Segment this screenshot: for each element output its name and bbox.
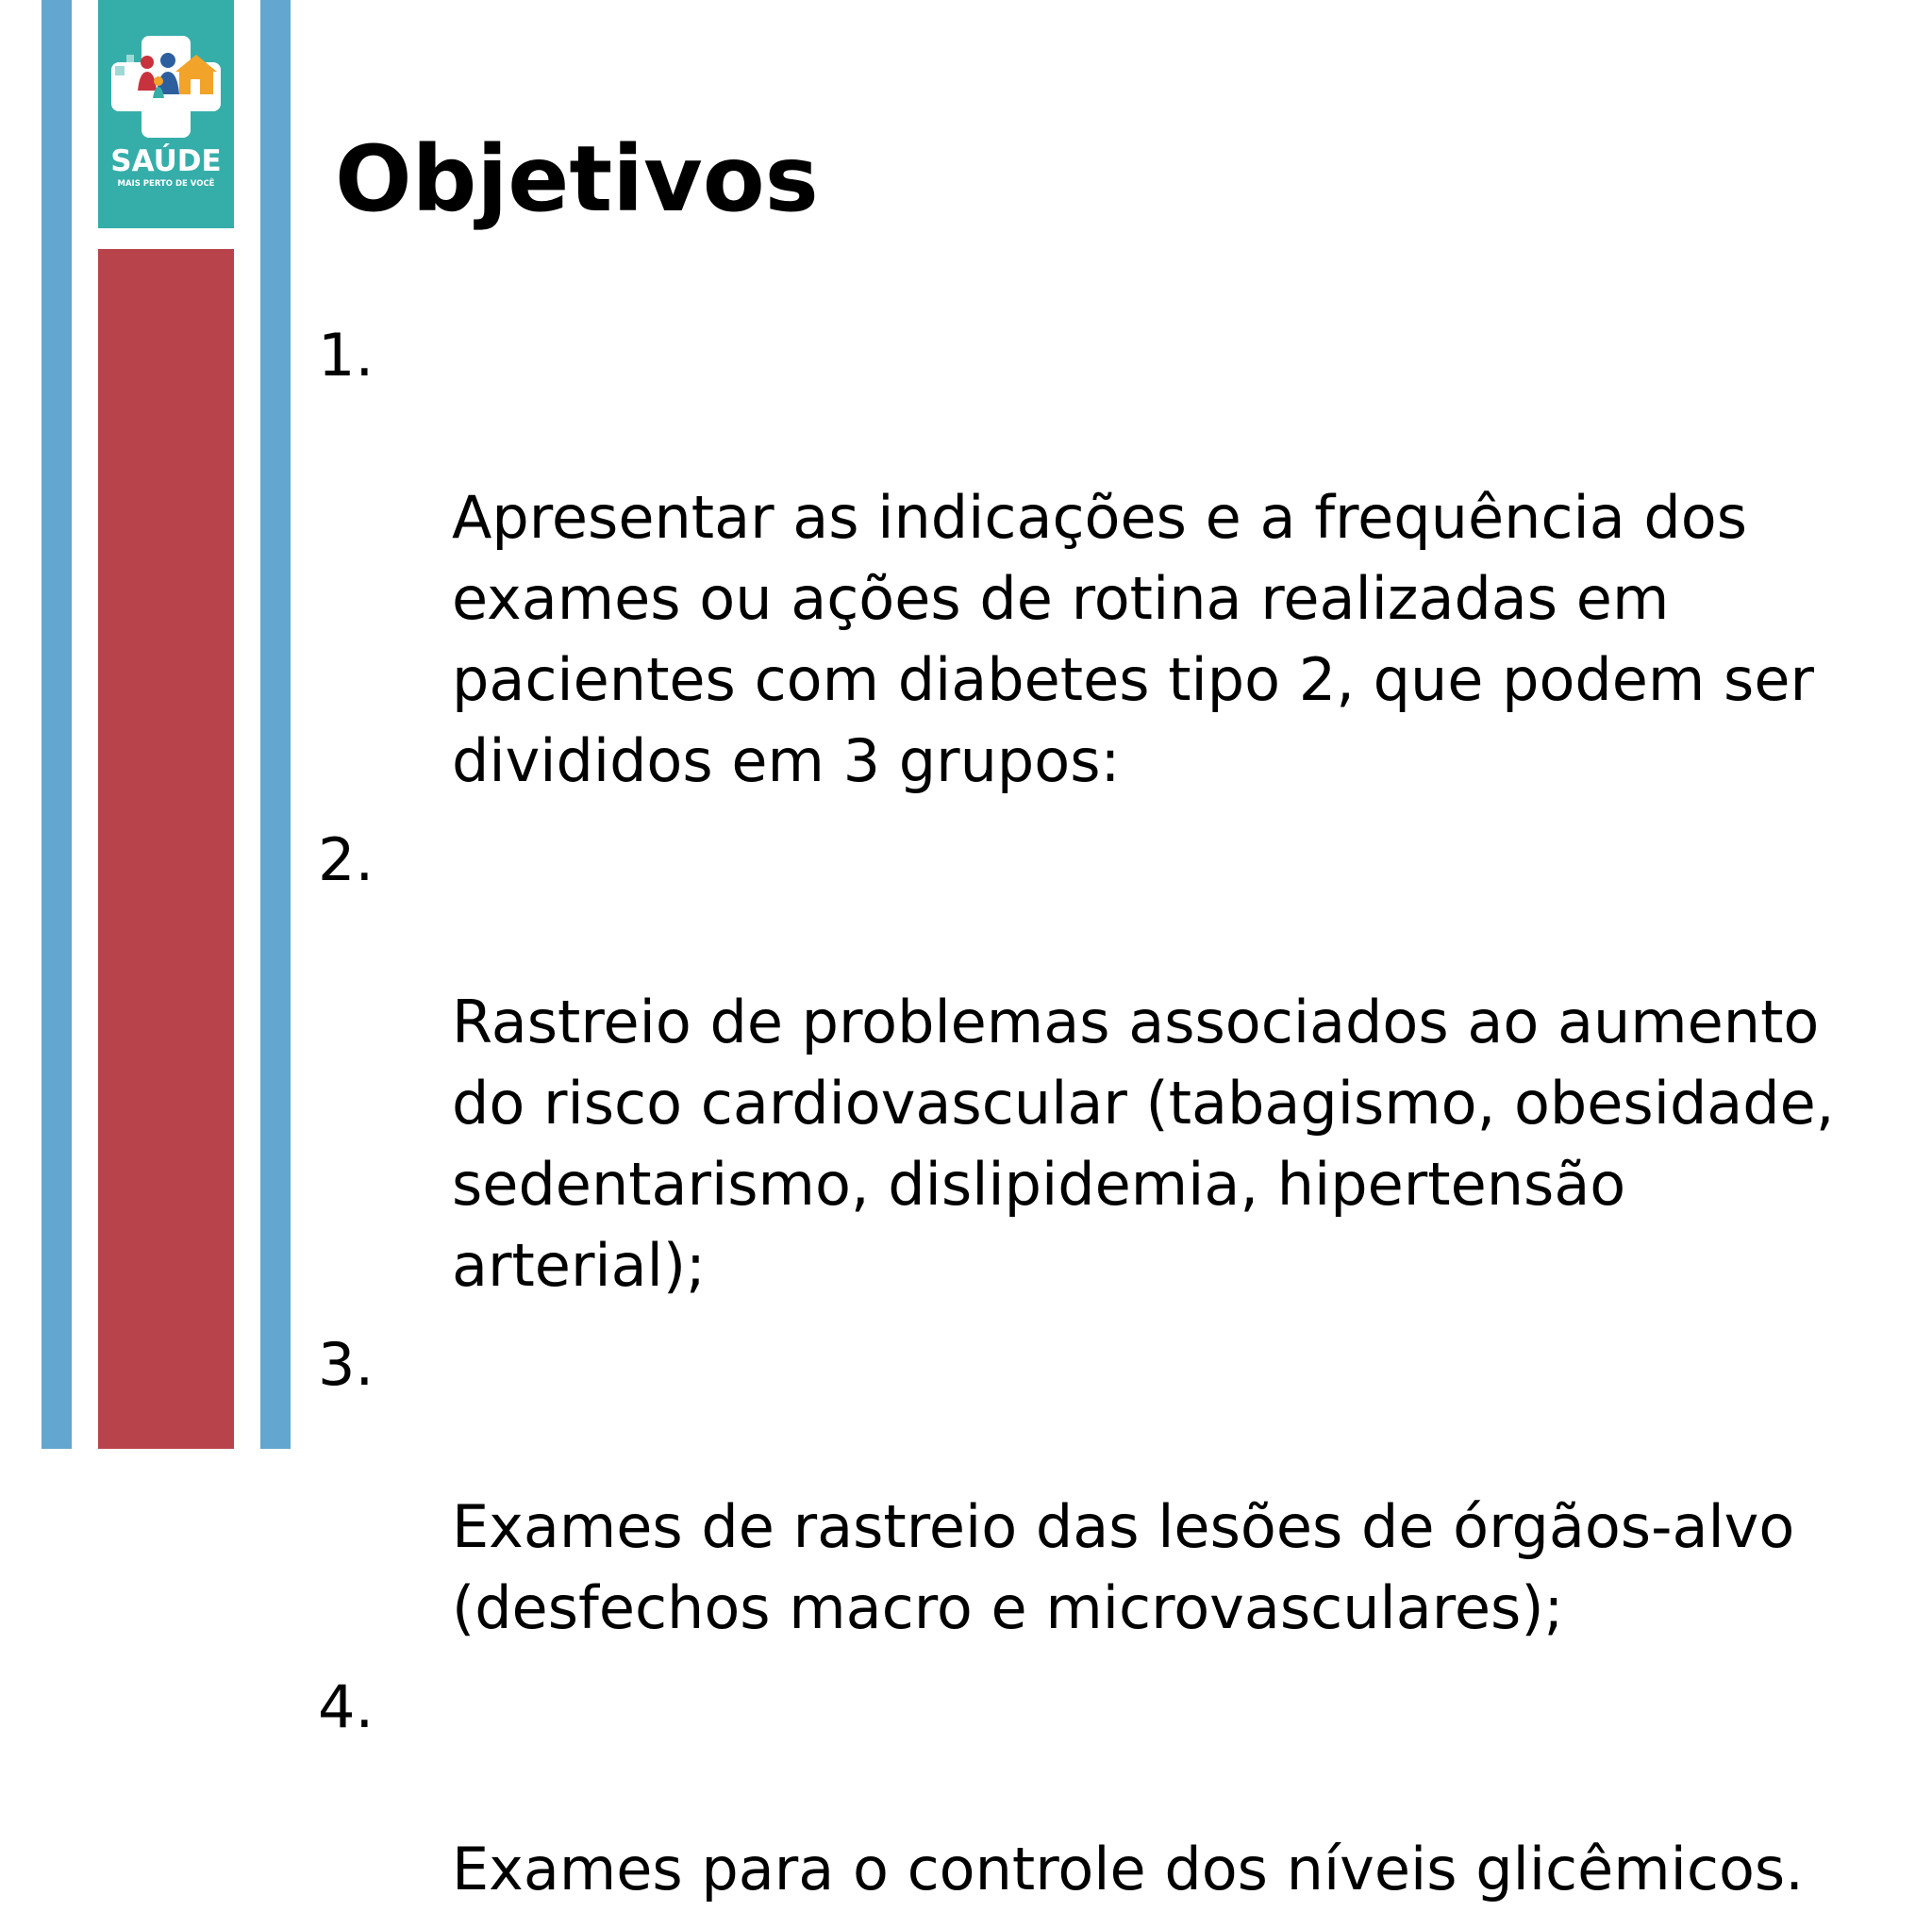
logo-tagline: MAIS PERTO DE VOCÊ: [117, 179, 215, 189]
health-cross-family-icon: [98, 0, 234, 147]
objective-text: Exames de rastreio das lesões de órgãos-alvo (desfechos macro e microvasculares);: [452, 1492, 1795, 1642]
right-blue-stripe: [260, 0, 291, 1449]
objective-text: Rastreio de problemas associados ao aumento do risco cardiovascular (tabagismo, obesidade, sedentarismo, dislipidemia, hipertensão arterial);: [452, 988, 1835, 1300]
objective-text: Exames para o controle dos níveis glicêmicos.: [452, 1835, 1804, 1903]
objectives-list: [318, 315, 1922, 1928]
objective-item: [318, 820, 1922, 1306]
red-stripe: [98, 249, 234, 1449]
objective-number: 4.: [318, 1672, 375, 1741]
objective-item: [318, 1324, 1922, 1649]
objective-text: Apresentar as indicações e a frequência dos exames ou ações de rotina realizadas em pacientes com diabetes tipo 2, que podem ser divididos em 3 grupos:: [452, 483, 1814, 795]
saude-logo: [98, 0, 234, 228]
left-blue-stripe: [42, 0, 72, 1449]
slide-title: Objetivos: [335, 126, 819, 232]
objective-number: 1.: [318, 321, 375, 390]
logo-brand-text: SAÚDE: [110, 144, 222, 178]
objective-number: 2.: [318, 825, 375, 894]
objective-item: [318, 315, 1922, 802]
objective-number: 3.: [318, 1330, 375, 1399]
objective-item: [318, 1667, 1922, 1910]
